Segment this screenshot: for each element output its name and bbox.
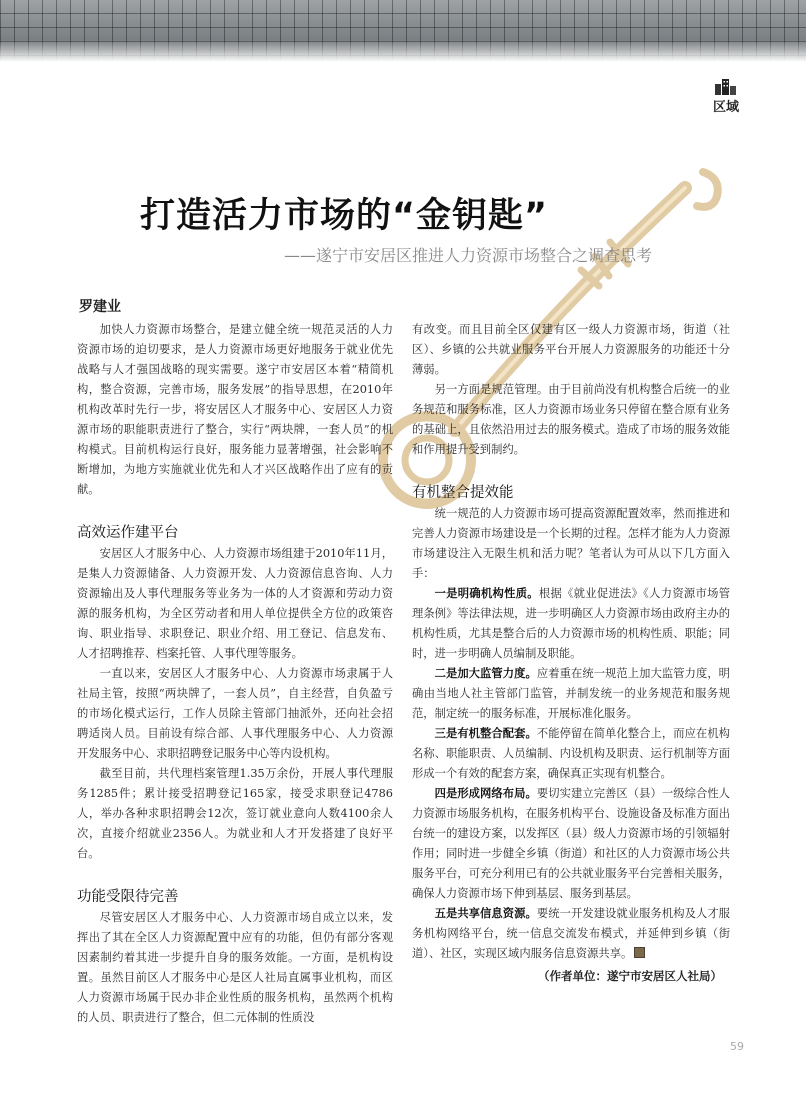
measure-lead: 五是共享信息资源。 bbox=[434, 907, 537, 920]
measure-item bbox=[412, 664, 730, 724]
measure-lead: 二是加大监管力度。 bbox=[434, 667, 537, 680]
article-title: 打造活力市场的“金钥匙” bbox=[140, 196, 549, 236]
intro-paragraph: 加快人力资源市场整合，是建立健全统一规范灵活的人力资源市场的迫切要求，是人力资源市场更好地服务于就业优先战略与人才强国战略的现实需要。遂宁市安居区本着“精简机构，整合资源，完善市场，服务发展”的指导思想，在2010年机构改革时先行一步，将安居区人才服务中心、安居区人力资源市场的职能职责进行了整合，实行“两块牌，一套人员”的机构模式。目前机构运行良好，服务能力显著增强，社会影响不断增加，为地方实施就业优先和人才兴区战略作出了应有的贡献。 bbox=[77, 323, 393, 496]
body-paragraph: 一直以来，安居区人才服务中心、人力资源市场隶属于人社局主管，按照“两块牌了，一套人员”，自主经营，自负盈亏的市场化模式运行，工作人员除主管部门抽派外，还向社会招聘适岗人员。目前设有综合部、人事代理服务中心、人力资源开发服务中心、求职招聘登记服务中心等内设机构。 bbox=[77, 667, 393, 760]
building-icon bbox=[711, 77, 741, 95]
measure-lead: 四是形成网络布局。 bbox=[434, 787, 537, 800]
measure-text: 不能停留在简单化整合上，而应在机构名称、职能职责、人员编制、内设机构及职责、运行机制等方面形成一个有效的配套方案，确保真正实现有机整合。 bbox=[412, 727, 730, 780]
measure-item bbox=[412, 724, 730, 784]
article-subtitle: ——遂宁市安居区推进人力资源市场整合之调查思考 bbox=[284, 246, 653, 265]
measure-lead: 一是明确机构性质。 bbox=[434, 587, 539, 600]
measure-item bbox=[412, 784, 730, 904]
body-paragraph: 截至目前，共代理档案管理1.35万余份，开展人事代理服务1285件；累计接受招聘登记165家，接受求职登记4786人，举办各种求职招聘会12次，签订就业意向人数4100余人次，直接介绍就业2356人。为就业和人才开发搭建了良好平台。 bbox=[77, 767, 393, 860]
measure-item bbox=[412, 584, 730, 664]
section-heading: 功能受限待完善 bbox=[77, 889, 179, 905]
body-paragraph: 安居区人才服务中心、人力资源市场组建于2010年11月，是集人力资源储备、人力资源开发、人力资源信息咨询、人力资源输出及人事代理服务等业务为一体的人才资源和劳动力资源的服务机构，为全区劳动者和用人单位提供全方位的政策咨询、职业指导、求职登记、职业介绍、用工登记、信息发布、人才招聘推荐、档案托管、人事代理等服务。 bbox=[77, 547, 393, 660]
measure-item bbox=[412, 904, 730, 964]
header-banner bbox=[0, 0, 806, 62]
measure-text: 要切实建立完善区（县）一级综合性人力资源市场服务机构，在服务机构平台、设施设备及标准方面出台统一的建设方案，以发挥区（县）级人力资源市场的引领辐射作用；同时进一步健全乡镇（街道）和社区的人力资源市场公共服务平台，可充分利用已有的公共就业服务平台完善相关服务，确保人力资源市场下伸到基层、服务到基层。 bbox=[412, 787, 730, 900]
right-column bbox=[412, 320, 730, 986]
left-column bbox=[77, 320, 393, 1028]
page-number: 59 bbox=[730, 1040, 744, 1053]
body-paragraph: 另一方面是规范管理。由于目前尚没有机构整合后统一的业务规范和服务标准，区人力资源市场业务只停留在整合原有业务的基础上，且依然沿用过去的服务模式。造成了市场的服务效能和作用提升受到制约。 bbox=[412, 383, 730, 456]
section-heading: 高效运作建平台 bbox=[77, 525, 179, 541]
measure-text: 应着重在统一规范上加大监管力度，明确由当地人社主管部门监管，并制发统一的业务规范和服务规范，制定统一的服务标准，开展标准化服务。 bbox=[412, 667, 730, 720]
section-label: 区域 bbox=[712, 100, 739, 115]
body-paragraph: 尽管安居区人才服务中心、人力资源市场自成立以来，发挥出了其在全区人力资源配置中应有的功能，但仍有部分客观因素制约着其进一步提升自身的服务效能。一方面，是机构设置。虽然目前区人才服务中心是区人社局直属事业机构，而区人力资源市场属于民办非企业性质的服务机构，虽然两个机构的人员、职责进行了整合，但二元体制的性质没 bbox=[77, 911, 393, 1024]
author-name: 罗建业 bbox=[79, 299, 121, 315]
end-of-article-icon bbox=[634, 947, 645, 958]
author-affiliation: （作者单位：遂宁市安居区人社局） bbox=[538, 969, 722, 983]
body-paragraph: 有改变。而且目前全区仅建有区一级人力资源市场，街道（社区）、乡镇的公共就业服务平台开展人力资源服务的功能还十分薄弱。 bbox=[412, 323, 730, 376]
section-tag bbox=[708, 77, 744, 115]
measure-text: 要统一开发建设就业服务机构及人才服务机构网络平台，统一信息交流发布模式，并延伸到乡镇（街道）、社区，实现区域内服务信息资源共享。 bbox=[412, 907, 730, 960]
body-paragraph: 统一规范的人力资源市场可提高资源配置效率，然而推进和完善人力资源市场建设是一个长期的过程。怎样才能为人力资源市场建设注入无限生机和活力呢？笔者认为可从以下几方面入手： bbox=[412, 507, 730, 580]
measure-lead: 三是有机整合配套。 bbox=[434, 727, 537, 740]
measure-text: 根据《就业促进法》《人力资源市场管理条例》等法律法规，进一步明确区人力资源市场由政府主办的机构性质，尤其是整合后的人力资源市场的机构性质、职能；同时，进一步明确人员编制及职能。 bbox=[412, 587, 730, 660]
section-heading: 有机整合提效能 bbox=[412, 485, 514, 501]
